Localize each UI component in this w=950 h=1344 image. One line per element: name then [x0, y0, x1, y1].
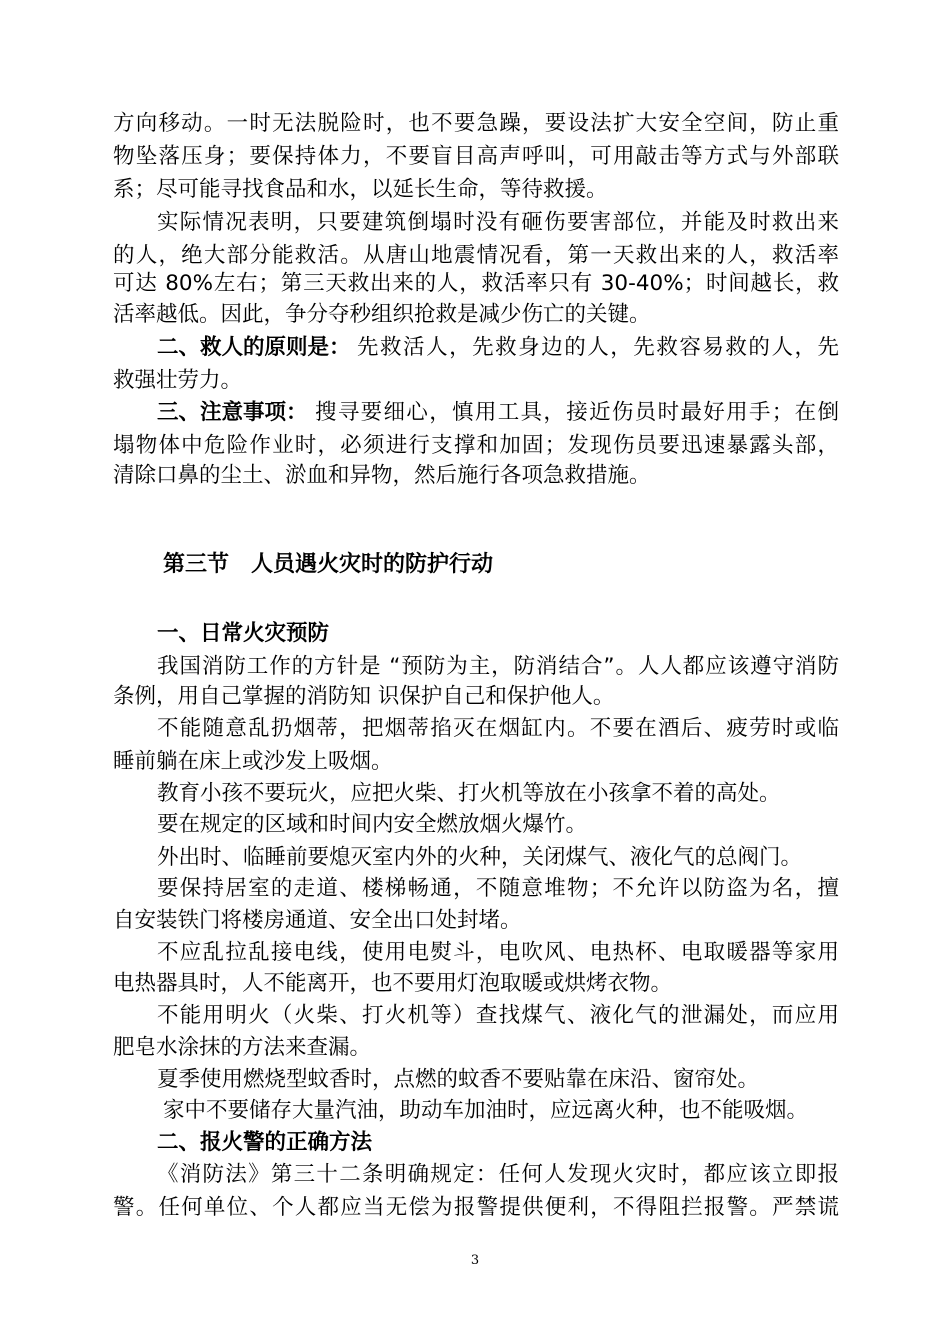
line-text: 不能随意乱扔烟蒂，把烟蒂掐灭在烟缸内。不要在酒后、疲劳时或临: [157, 716, 839, 741]
line-text: 教育小孩不要玩火，应把火柴、打火机等放在小孩拿不着的高处。: [157, 781, 781, 806]
paragraph-line: [0, 872, 950, 906]
line-text: 条例，用自己掌握的消防知 识保护自己和保护他人。: [113, 684, 615, 709]
paragraph-line: [0, 1094, 950, 1128]
line-text: 自安装铁门将楼房通道、安全出口处封堵。: [113, 908, 522, 933]
paragraph-line: [0, 107, 950, 141]
paragraph-line: [0, 1191, 950, 1225]
paragraph-line: [0, 396, 950, 430]
paragraph-line: [0, 808, 950, 842]
line-text: 要保持居室的走道、楼梯畅通，不随意堆物；不允许以防盗为名，擅: [157, 876, 839, 901]
page-number: 3: [470, 1253, 480, 1268]
line-text: 警。任何单位、个人都应当无偿为报警提供便利，不得阻拦报警。严禁谎: [113, 1195, 839, 1220]
paragraph-line: [0, 936, 950, 970]
line-text: 要在规定的区域和时间内安全燃放烟火爆竹。: [157, 812, 588, 837]
subheading: [0, 1126, 950, 1160]
line-text: 睡前躺在床上或沙发上吸烟。: [113, 749, 393, 774]
line-text: 物坠落压身；要保持体力，不要盲目高声呼叫，可用敲击等方式与外部联: [113, 144, 839, 169]
line-text: 实际情况表明，只要建筑倒塌时没有砸伤要害部位，并能及时救出来: [157, 210, 839, 235]
line-text: 家中不要储存大量汽油，助动车加油时，应远离火种，也不能吸烟。: [163, 1098, 809, 1123]
line-text: 活率越低。因此，争分夺秒组织抢救是减少伤亡的关键。: [113, 302, 651, 327]
paragraph-line: [0, 206, 950, 240]
paragraph-line: [0, 267, 950, 301]
line-text: 塌物体中危险作业时，必须进行支撑和加固；发现伤员要迅速暴露头部，: [113, 433, 839, 458]
heading-fire-alarm: 二、报火警的正确方法: [157, 1130, 373, 1155]
paragraph-line: [0, 459, 950, 493]
line-text: 电热器具时，人不能离开，也不要用灯泡取暖或烘烤衣物。: [113, 971, 673, 996]
line-text: 夏季使用燃烧型蚊香时，点燃的蚊香不要贴靠在床沿、窗帘处。: [157, 1067, 760, 1092]
line-text: 《消防法》第三十二条明确规定：任何人发现火灾时，都应该立即报: [157, 1162, 839, 1187]
paragraph-line: [0, 1063, 950, 1097]
paragraph-line: [0, 298, 950, 332]
heading-fire-prevention: 一、日常火灾预防: [157, 621, 330, 646]
paragraph-line: [0, 745, 950, 779]
paragraph-line: [0, 364, 950, 398]
line-text: 搜寻要细心，慎用工具，接近伤员时最好用手；在倒: [315, 400, 839, 425]
section-heading: [0, 548, 950, 582]
line-text: 方向移动。一时无法脱险时，也不要急躁，要设法扩大安全空间，防止重: [113, 111, 839, 136]
principle-heading: 二、救人的原则是：: [157, 335, 351, 360]
paragraph-line: [0, 999, 950, 1033]
line-text: 我国消防工作的方针是 “预防为主，防消结合”。人人都应该遵守消防: [157, 654, 839, 679]
paragraph-line: [0, 429, 950, 463]
subheading: [0, 617, 950, 651]
line-text: 救强壮劳力。: [113, 368, 243, 393]
line-text: 系；尽可能寻找食品和水，以延长生命，等待救援。: [113, 177, 608, 202]
line-text: 不应乱拉乱接电线，使用电熨斗，电吹风、电热杯、电取暖器等家用: [157, 940, 839, 965]
paragraph-line: [0, 777, 950, 811]
paragraph-line: [0, 173, 950, 207]
line-text: 外出时、临睡前要熄灭室内外的火种，关闭煤气、液化气的总阀门。: [157, 845, 803, 870]
paragraph-line: [0, 331, 950, 365]
notes-heading: 三、注意事项：: [157, 400, 308, 425]
line-text: 不能用明火（火柴、打火机等）查找煤气、液化气的泄漏处，而应用: [157, 1003, 839, 1028]
paragraph-line: [0, 140, 950, 174]
paragraph-line: [0, 1158, 950, 1192]
line-text: 肥皂水涂抹的方法来查漏。: [113, 1035, 372, 1060]
line-text: 的人，绝大部分能救活。从唐山地震情况看，第一天救出来的人，救活率: [113, 243, 839, 268]
line-text: 先救活人，先救身边的人，先救容易救的人，先: [357, 335, 839, 360]
line-text: 可达 80%左右；第三天救出来的人，救活率只有 30-40%；时间越长，救: [113, 271, 839, 296]
paragraph-line: [0, 904, 950, 938]
line-text: 清除口鼻的尘土、淤血和异物，然后施行各项急救措施。: [113, 463, 651, 488]
paragraph-line: [0, 712, 950, 746]
paragraph-line: [0, 650, 950, 684]
paragraph-line: [0, 680, 950, 714]
paragraph-line: [0, 967, 950, 1001]
paragraph-line: [0, 841, 950, 875]
section-title: 第三节 人员遇火灾时的防护行动: [163, 552, 494, 577]
paragraph-line: [0, 1031, 950, 1065]
